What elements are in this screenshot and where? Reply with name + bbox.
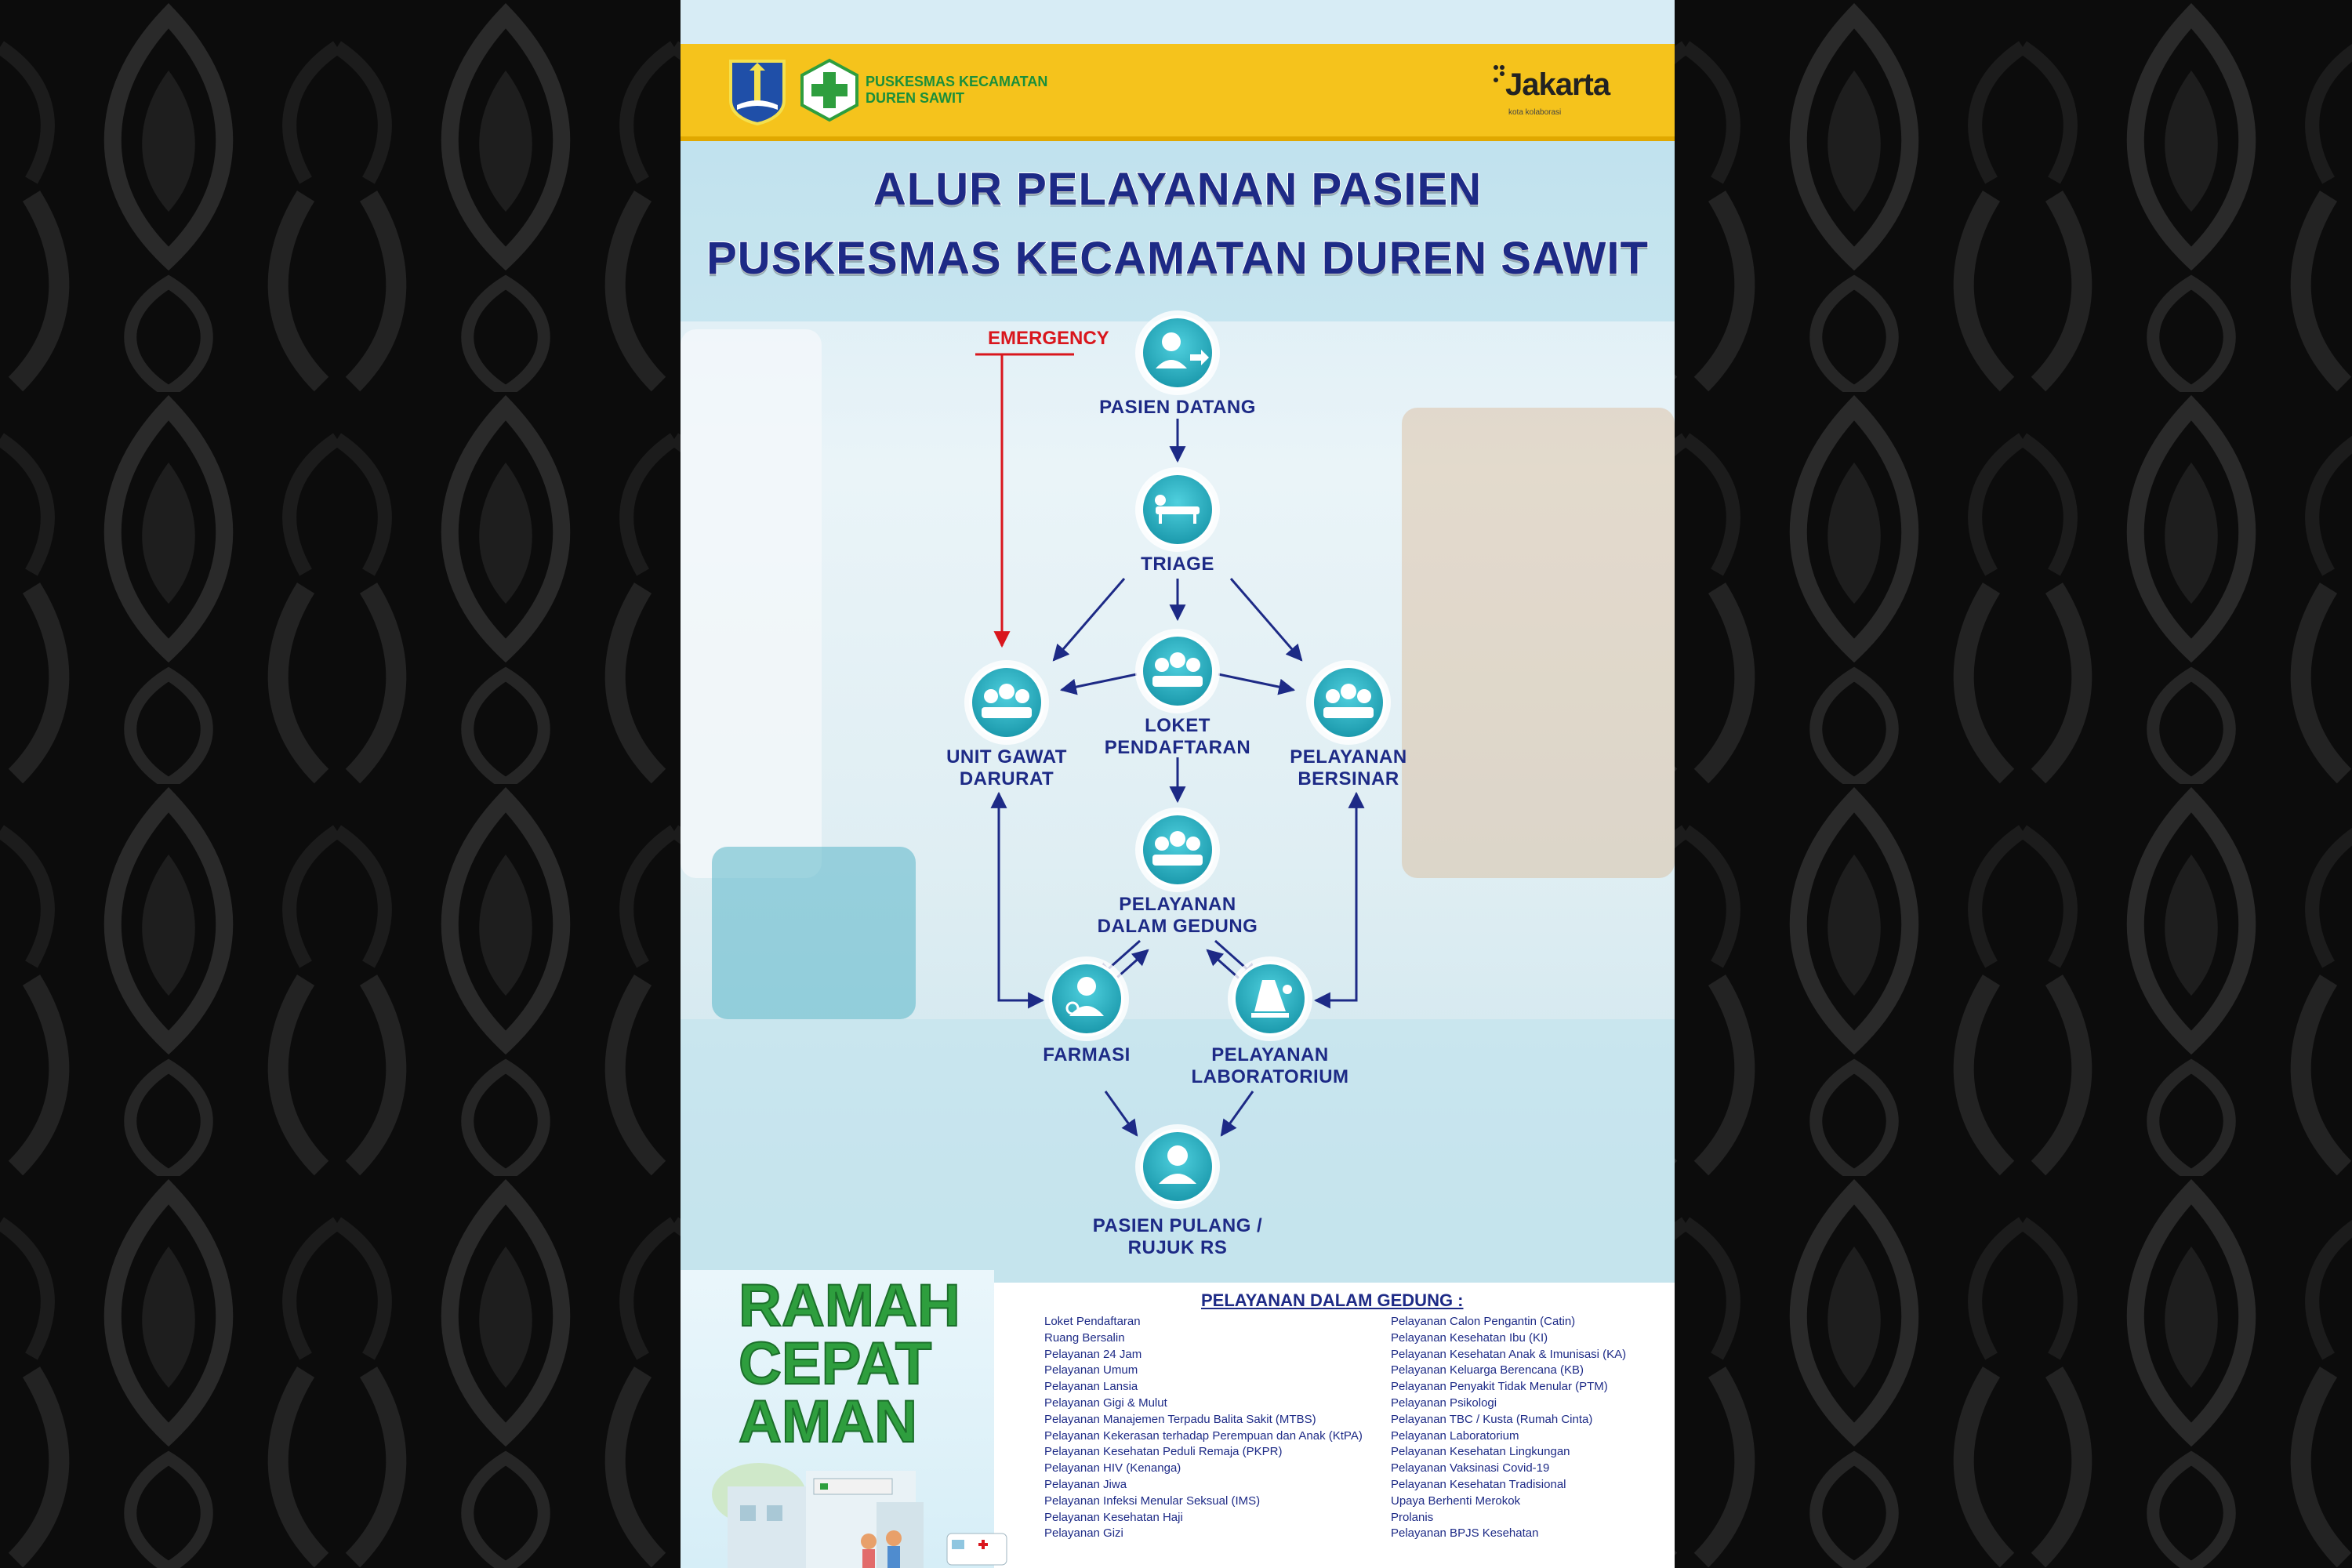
label-dalam-line1: PELAYANAN <box>1119 894 1236 915</box>
label-loket-line1: LOKET <box>1145 715 1210 736</box>
slogan-ramah: RAMAH <box>739 1272 960 1339</box>
jakarta-tagline: kota kolaborasi <box>1508 108 1562 117</box>
org-name-line1: PUSKESMAS KECAMATAN <box>866 74 1048 89</box>
service-item: Pelayanan Kesehatan Anak & Imunisasi (KA) <box>1391 1347 1627 1361</box>
arrow-ugd-farmasi <box>999 793 1043 1000</box>
node-laboratorium-icon <box>1228 956 1312 1041</box>
label-pasien-datang <box>1060 397 1295 419</box>
service-item: Pelayanan Kekerasan terhadap Perempuan dan Anak (KtPA) <box>1044 1428 1363 1443</box>
service-item: Pelayanan Kesehatan Tradisional <box>1391 1477 1566 1491</box>
arrow-triage-bersinar <box>1231 579 1301 660</box>
label-pasien-datang-text: PASIEN DATANG <box>1099 397 1256 418</box>
service-item: Pelayanan Kesehatan Haji <box>1044 1510 1183 1524</box>
service-item: Pelayanan 24 Jam <box>1044 1347 1142 1361</box>
service-item: Pelayanan Gizi <box>1044 1526 1123 1541</box>
services-list-left <box>1044 1314 1363 1542</box>
service-item: Prolanis <box>1391 1510 1434 1524</box>
service-item: Upaya Berhenti Merokok <box>1391 1494 1521 1508</box>
node-bersinar-icon <box>1306 660 1391 745</box>
building-illustration <box>712 1439 1010 1568</box>
label-lab-line1: PELAYANAN <box>1211 1044 1329 1065</box>
services-title: PELAYANAN DALAM GEDUNG : <box>1201 1290 1464 1310</box>
service-item: Ruang Bersalin <box>1044 1330 1125 1345</box>
node-loket-icon <box>1135 629 1220 713</box>
title-line-2: PUSKESMAS KECAMATAN DUREN SAWIT <box>706 233 1649 284</box>
label-pulang-line2: RUJUK RS <box>1127 1237 1228 1258</box>
service-item: Loket Pendaftaran <box>1044 1315 1141 1328</box>
title-line-1: ALUR PELAYANAN PASIEN <box>873 164 1483 215</box>
arrow-loket-ugd <box>1062 674 1137 690</box>
service-item: Pelayanan Jiwa <box>1044 1477 1127 1491</box>
emergency-label: EMERGENCY <box>988 328 1109 349</box>
org-name-line2: DUREN SAWIT <box>866 90 964 106</box>
label-loket-line2: PENDAFTARAN <box>1104 737 1251 758</box>
service-item: Pelayanan Penyakit Tidak Menular (PTM) <box>1391 1380 1608 1394</box>
label-triage <box>1060 554 1295 575</box>
service-item: Pelayanan Manajemen Terpadu Balita Sakit (MTBS) <box>1044 1412 1316 1426</box>
label-pasien-pulang <box>1060 1215 1295 1259</box>
label-ugd <box>889 746 1124 790</box>
service-item: Pelayanan Kesehatan Ibu (KI) <box>1391 1330 1548 1345</box>
service-item: Pelayanan Calon Pengantin (Catin) <box>1391 1315 1576 1328</box>
arrow-triage-ugd <box>1054 579 1124 660</box>
label-farmasi-text: FARMASI <box>1043 1044 1131 1065</box>
label-dalam-line2: DALAM GEDUNG <box>1097 916 1258 937</box>
arrow-farmasi-pulang <box>1105 1091 1137 1135</box>
label-laboratorium <box>1152 1044 1388 1088</box>
arrow-lab-pulang <box>1221 1091 1253 1135</box>
jakarta-brand: Jakarta <box>1505 67 1610 102</box>
label-ugd-line1: UNIT GAWAT <box>946 746 1067 768</box>
slogan-cepat: CEPAT <box>739 1330 932 1397</box>
label-bersinar-line2: BERSINAR <box>1298 768 1399 789</box>
arrow-bersinar-lab <box>1316 793 1356 1000</box>
service-item: Pelayanan Infeksi Menular Seksual (IMS) <box>1044 1494 1261 1508</box>
label-bersinar <box>1231 746 1466 790</box>
service-item: Pelayanan Laboratorium <box>1391 1428 1519 1443</box>
service-item: Pelayanan BPJS Kesehatan <box>1391 1526 1539 1541</box>
service-item: Pelayanan Psikologi <box>1391 1396 1497 1410</box>
service-item: Pelayanan Lansia <box>1044 1380 1138 1394</box>
node-triage-icon <box>1135 467 1220 552</box>
label-triage-text: TRIAGE <box>1141 554 1214 575</box>
emergency-arrow <box>975 354 1002 646</box>
service-item: Pelayanan Vaksinasi Covid-19 <box>1391 1461 1550 1475</box>
node-pasien-pulang-icon <box>1135 1124 1220 1209</box>
label-lab-line2: LABORATORIUM <box>1191 1066 1349 1087</box>
label-pulang-line1: PASIEN PULANG / <box>1092 1215 1263 1236</box>
label-dalam-gedung <box>1060 894 1295 938</box>
arrow-loket-bersinar <box>1218 674 1294 690</box>
label-ugd-line2: DARURAT <box>959 768 1054 789</box>
service-item: Pelayanan Keluarga Berencana (KB) <box>1391 1363 1584 1377</box>
service-item: Pelayanan Kesehatan Peduli Remaja (PKPR) <box>1044 1445 1283 1459</box>
service-item: Pelayanan HIV (Kenanga) <box>1044 1461 1181 1475</box>
slogan-aman: AMAN <box>739 1388 917 1455</box>
service-item: Pelayanan Kesehatan Lingkungan <box>1391 1445 1570 1459</box>
service-item: Pelayanan TBC / Kusta (Rumah Cinta) <box>1391 1412 1593 1426</box>
node-dalam-gedung-icon <box>1135 808 1220 892</box>
label-bersinar-line1: PELAYANAN <box>1290 746 1407 768</box>
service-item: Pelayanan Umum <box>1044 1363 1138 1377</box>
node-farmasi-icon <box>1044 956 1129 1041</box>
node-ugd-icon <box>964 660 1049 745</box>
service-item: Pelayanan Gigi & Mulut <box>1044 1396 1167 1410</box>
services-list-right <box>1391 1314 1626 1542</box>
poster <box>681 0 1675 1568</box>
node-pasien-datang-icon <box>1135 310 1220 395</box>
